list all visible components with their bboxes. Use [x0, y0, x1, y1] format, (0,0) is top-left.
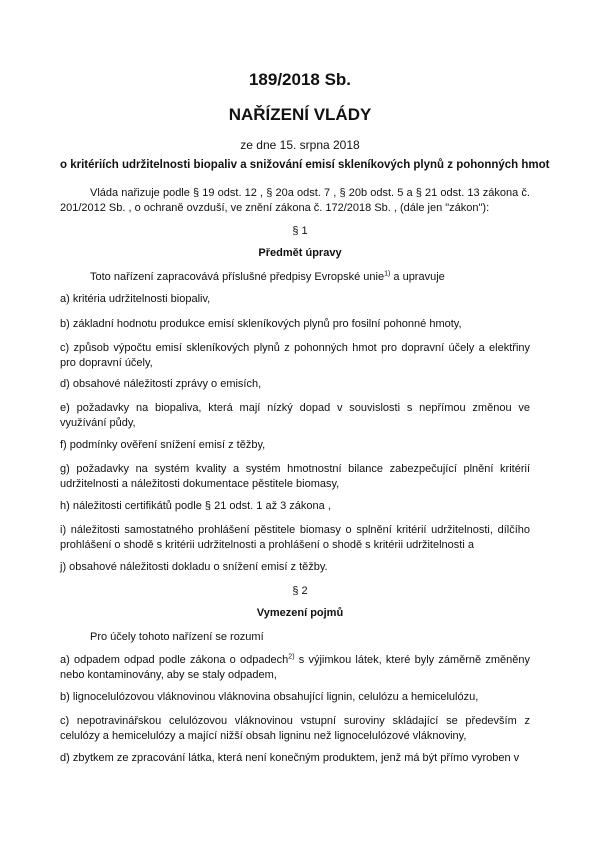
document-number: 189/2018 Sb.	[248, 70, 352, 89]
list-item-g: g) požadavky na systém kvality a systém hmotnostní bilance zabezpečující plnění kritérií udržitelnosti a náležitosti dokumentace pěstitele biomasy,	[60, 463, 530, 490]
section-2-intro: Pro účely tohoto nařízení se rozumí	[90, 631, 264, 643]
document-date: ze dne 15. srpna 2018	[240, 138, 360, 152]
section-1-number: § 1	[292, 225, 308, 237]
list-item-a: a) kritéria udržitelnosti biopaliv,	[60, 293, 211, 305]
definition-c: c) nepotravinářskou celulózovou vláknovinou vstupní suroviny skládající se především z celulózy a hemicelulózy a mající nižší obsah ligninu než lignocelulózové vláknoviny,	[60, 715, 530, 742]
list-item-j: j) obsahové náležitosti dokladu o snížení emisí z těžby.	[60, 561, 328, 573]
list-item-i: i) náležitosti samostatného prohlášení pěstitele biomasy o splnění kritérií udržitelnosti, dílčího prohlášení o shodě s kritérii udržitelnosti a prohlášení o shodě s kritérii udržitelnosti a	[60, 524, 530, 551]
document-heading: o kritériích udržitelnosti biopaliv a snižování emisí skleníkových plynů z pohonných hmot	[60, 159, 550, 171]
list-item-e: e) požadavky na biopaliva, která mají nízký dopad v souvislosti s nepřímou změnou ve využívání půdy,	[60, 402, 530, 429]
section-1-intro	[60, 270, 530, 285]
preamble: Vláda nařizuje podle § 19 odst. 12 , § 20a odst. 7 , § 20b odst. 5 a § 21 odst. 13 zákona č. 201/2012 Sb. , o ochraně ovzduší, ve znění zákona č. 172/2018 Sb. , (dále jen "zákon"):	[60, 187, 530, 214]
list-item-c: c) způsob výpočtu emisí skleníkových plynů z pohonných hmot pro dopravní účely a elektřiny pro dopravní účely,	[60, 342, 530, 369]
definition-d: d) zbytkem ze zpracování látka, která není konečným produktem, jenž má být přímo vyroben v	[60, 752, 520, 764]
section-1-intro-end: a upravuje	[390, 271, 445, 283]
section-2-number: § 2	[292, 585, 308, 597]
definition-a-text: a) odpadem odpad podle zákona o odpadech	[60, 654, 289, 666]
list-item-b: b) základní hodnotu produkce emisí skleníkových plynů pro fosilní pohonné hmoty,	[60, 318, 462, 330]
document-type: NAŘÍZENÍ VLÁDY	[228, 105, 372, 124]
section-2-title: Vymezení pojmů	[256, 607, 344, 619]
list-item-h: h) náležitosti certifikátů podle § 21 odst. 1 až 3 zákona ,	[60, 500, 331, 512]
footnote-ref-2[interactable]: 2)	[288, 653, 295, 661]
list-item-d: d) obsahové náležitosti zprávy o emisích,	[60, 378, 262, 390]
footnote-ref-1[interactable]: 1)	[384, 270, 391, 278]
list-item-f: f) podmínky ověření snížení emisí z těžby,	[60, 439, 266, 451]
section-1-title: Předmět úpravy	[258, 247, 342, 259]
definition-b: b) lignocelulózovou vláknovinou vláknovina obsahující lignin, celulózu a hemicelulózu,	[60, 691, 479, 703]
section-1-intro-text: Toto nařízení zapracovává příslušné předpisy Evropské unie	[90, 271, 385, 283]
definition-a-end: s výjimkou látek, které byly záměrně změněny nebo kontaminovány, aby se staly odpadem,	[60, 654, 530, 681]
definition-a	[60, 653, 530, 683]
